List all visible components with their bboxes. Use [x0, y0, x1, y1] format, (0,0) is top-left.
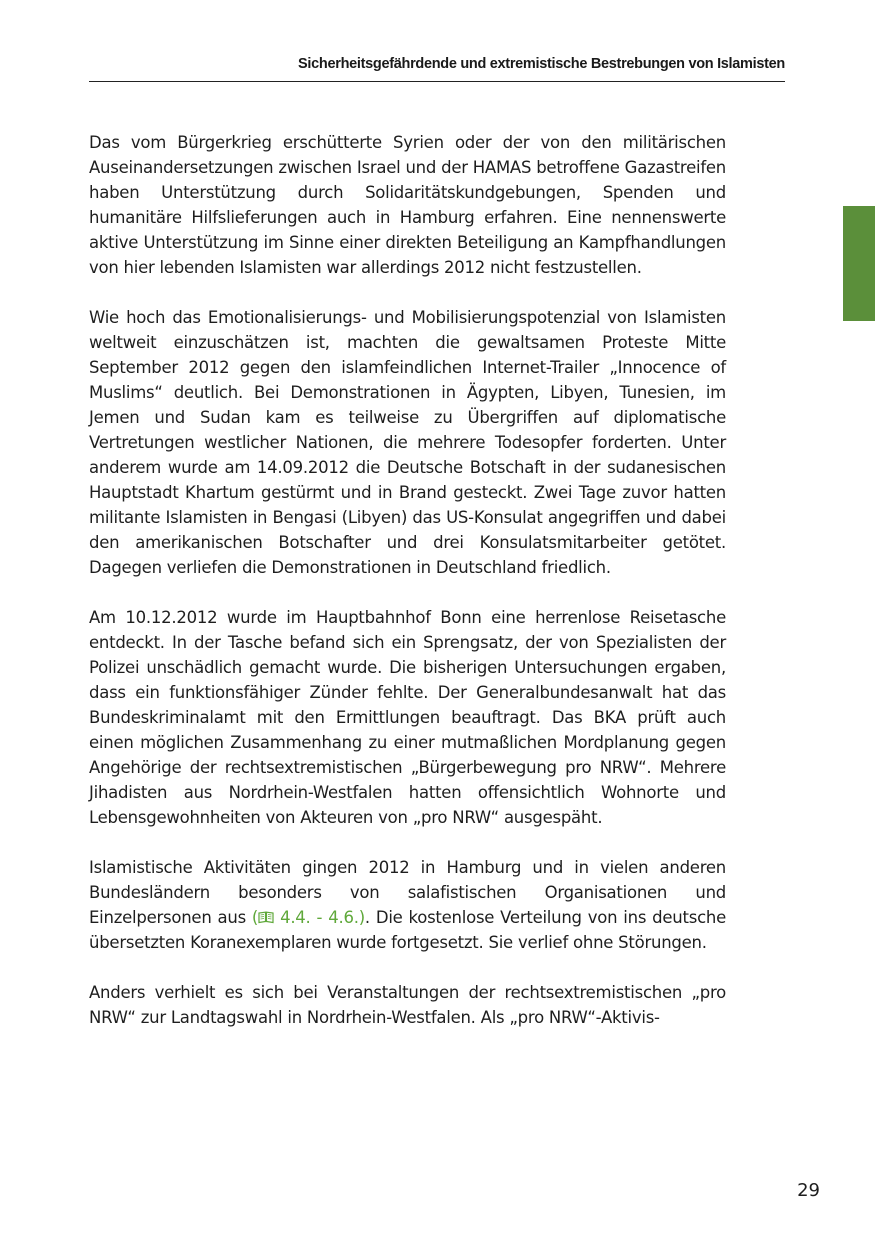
paragraph-2: Wie hoch das Emotionalisierungs- und Mobilisierungspotenzial von Islamisten weltweit einzuschätzen ist, machten die gewaltsamen Proteste Mitte September 2012 gegen den islamfeindlichen Internet-Trailer „Innocence of Muslims“ deutlich. Bei Demonstrationen in Ägypten, Libyen, Tunesien, im Jemen und Sudan kam es teilweise zu Übergriffen auf diplomatische Vertretungen westlicher Nationen, die mehrere Todesopfer forderten. Unter anderem wurde am 14.09.2012 die Deutsche Botschaft in der sudanesischen Hauptstadt Khartum gestürmt und in Brand gesteckt. Zwei Tage zuvor hatten militante Islamisten in Bengasi (Libyen) das US-Konsulat angegriffen und dabei den amerikanischen Botschafter und drei Konsulatsmitarbeiter getötet. Dagegen verliefen die Demonstrationen in Deutschland friedlich. [89, 308, 726, 577]
running-header: Sicherheitsgefährdende und extremistische Bestrebungen von Islamisten [298, 56, 785, 72]
paragraph-4 [89, 855, 726, 955]
cross-reference-open: ( [251, 908, 259, 927]
header-divider [89, 81, 785, 82]
page-number: 29 [797, 1180, 820, 1201]
book-icon [258, 911, 274, 924]
paragraph-4-text-after: . Die kostenlose Verteilung von ins deutsche übersetzten Koranexemplaren wurde fortgesetzt. Sie verlief ohne Störungen. [89, 908, 726, 952]
body-text [89, 130, 726, 1055]
paragraph-1: Das vom Bürgerkrieg erschütterte Syrien oder der von den militärischen Auseinandersetzungen zwischen Israel und der HAMAS betroffene Gazastreifen haben Unterstützung durch Solidaritätskundgebungen, Spenden und humanitäre Hilfslieferungen auch in Hamburg erfahren. Eine nennenswerte aktive Unterstützung im Sinne einer direkten Beteiligung an Kampfhandlungen von hier lebenden Islamisten war allerdings 2012 nicht festzustellen. [89, 133, 726, 277]
paragraph-5: Anders verhielt es sich bei Veranstaltungen der rechtsextremistischen „pro NRW“ zur Landtagswahl in Nordrhein-Westfalen. Als „pro NRW“-Aktivis- [89, 983, 726, 1027]
chapter-tab-marker [843, 206, 875, 321]
paragraph-3: Am 10.12.2012 wurde im Hauptbahnhof Bonn eine herrenlose Reisetasche entdeckt. In der Tasche befand sich ein Sprengsatz, der von Spezialisten der Polizei unschädlich gemacht wurde. Die bisherigen Untersuchungen ergaben, dass ein funktionsfähiger Zünder fehlte. Der Generalbundesanwalt hat das Bundeskriminalamt mit den Ermittlungen beauftragt. Das BKA prüft auch einen möglichen Zusammenhang zu einer mutmaßlichen Mordplanung gegen Angehörige der rechtsextremistischen „Bürgerbewegung pro NRW“. Mehrere Jihadisten aus Nordrhein-Westfalen hatten offensichtlich Wohnorte und Lebensgewohnheiten von Akteuren von „pro NRW“ ausgespäht. [89, 608, 726, 827]
cross-reference-label: 4.4. - 4.6.) [274, 908, 365, 927]
cross-reference-link[interactable] [252, 908, 365, 927]
paragraph-4-text-before: Islamistische Aktivitäten gingen 2012 in Hamburg und in vielen anderen Bundesländern besonders von salafistischen Organisationen und Einzelpersonen aus [89, 858, 726, 927]
